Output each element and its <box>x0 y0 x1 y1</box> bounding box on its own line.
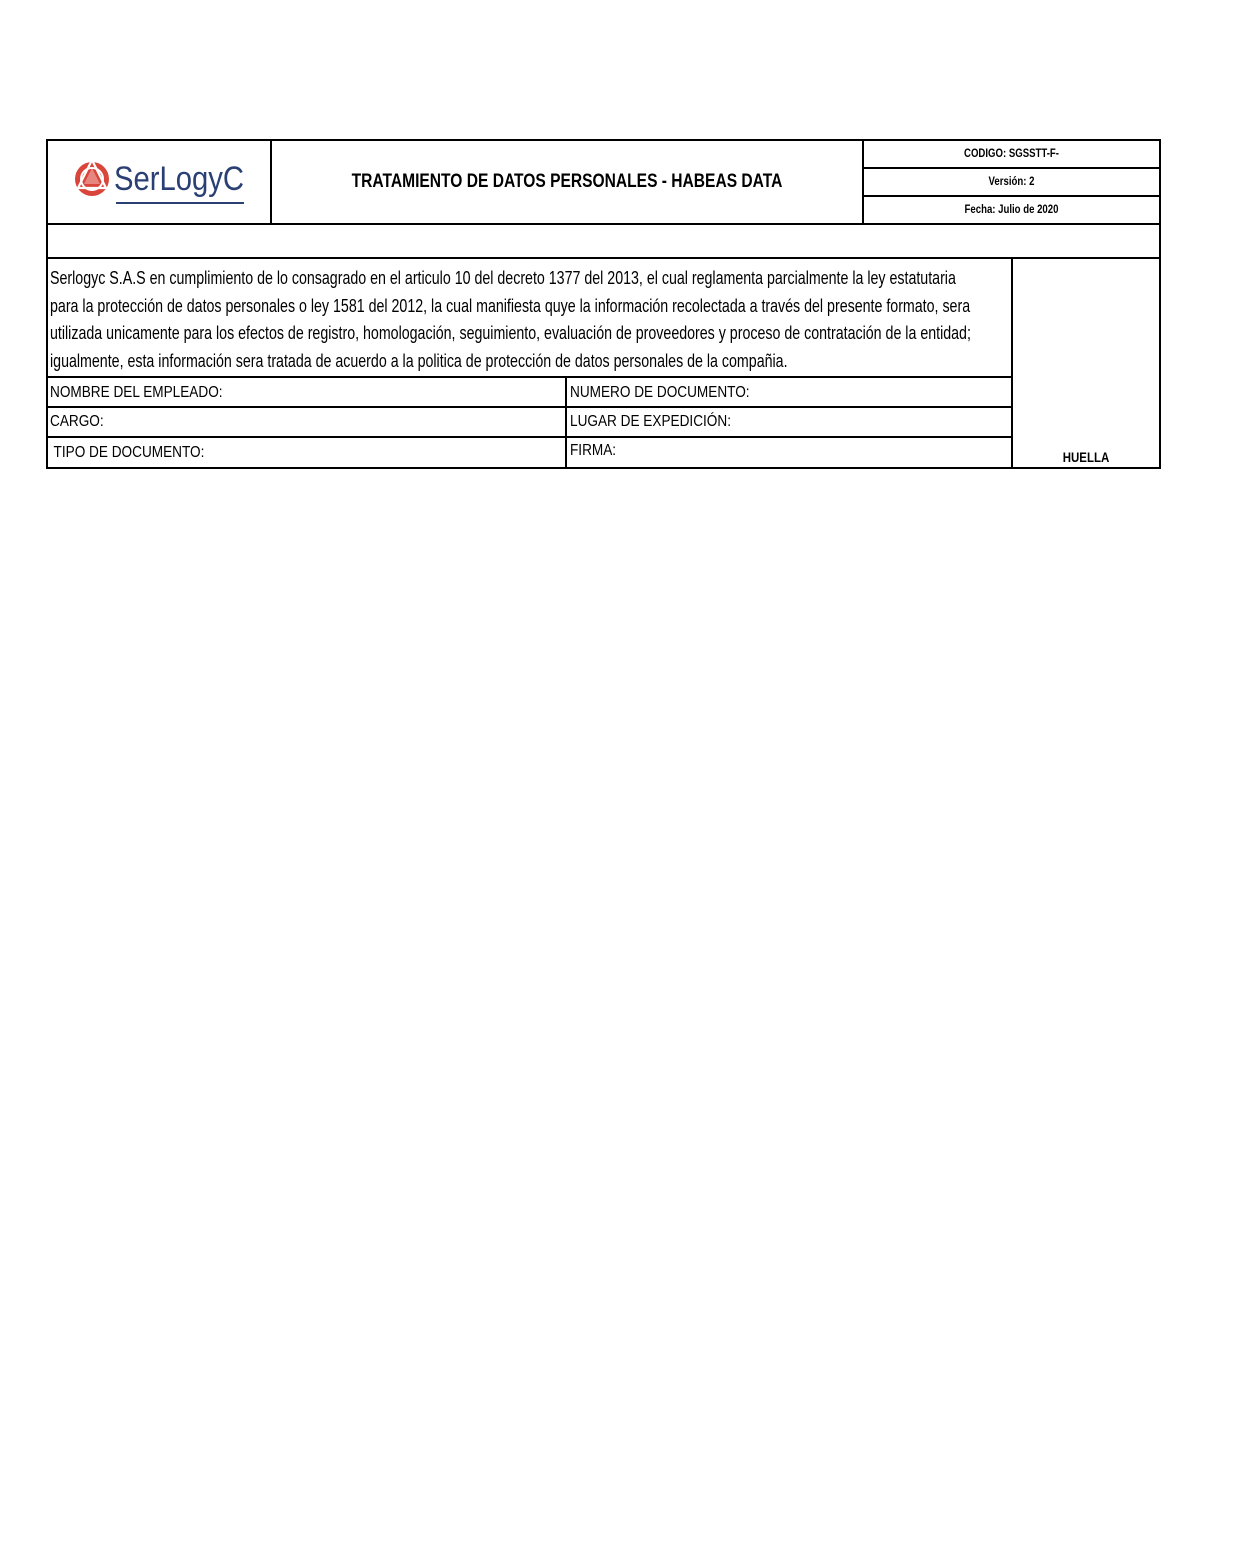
paragraph-line: utilizada unicamente para los efectos de registro, homologación, seguimiento, evaluación de proveedores y proceso de contratación de la entidad; <box>50 323 971 343</box>
consent-paragraph <box>50 265 1250 375</box>
divider-title-right <box>862 139 864 225</box>
field-firma-label: FIRMA: <box>570 442 617 459</box>
field-nombre-label: NOMBRE DEL EMPLEADO: <box>50 384 223 401</box>
divider-code-bottom <box>862 167 1161 169</box>
divider-row1-bottom <box>46 406 1013 408</box>
divider-paragraph-bottom <box>46 376 1013 378</box>
paragraph-line: igualmente, esta información sera tratada de acuerdo a la politica de protección de datos personales de la compañia. <box>50 350 788 371</box>
divider-row2-bottom <box>46 436 1013 438</box>
divider-header-bottom <box>46 223 1161 225</box>
divider-logo-right <box>270 139 272 225</box>
paragraph-line: para la protección de datos personales o ley 1581 del 2012, la cual manifiesta quye la información recolectada a través del presente formato, sera <box>50 295 971 316</box>
huella-label: HUELLA <box>1062 449 1110 465</box>
field-tipo-label: TIPO DE DOCUMENTO: <box>50 444 205 461</box>
document-title: TRATAMIENTO DE DATOS PERSONALES - HABEAS DATA <box>351 171 783 192</box>
document-date: Fecha: Julio de 2020 <box>964 202 1059 216</box>
divider-fields-middle <box>565 376 567 469</box>
divider-version-bottom <box>862 195 1161 197</box>
logo-text: SerLogyC <box>114 160 244 198</box>
document-version: Versión: 2 <box>988 174 1035 188</box>
paragraph-line: Serlogyc S.A.S en cumplimiento de lo consagrado en el articulo 10 del decreto 1377 del 2013, el cual reglamenta parcialmente la ley estatutaria <box>50 268 956 288</box>
field-lugar-label: LUGAR DE EXPEDICIÓN: <box>570 413 731 430</box>
logo-emblem-icon <box>75 160 109 196</box>
serlogyc-logo <box>70 148 250 214</box>
document-code: CODIGO: SGSSTT-F- <box>964 146 1059 160</box>
field-numero-label: NUMERO DE DOCUMENTO: <box>570 384 750 401</box>
divider-blank-row-bottom <box>46 257 1161 259</box>
field-cargo-label: CARGO: <box>50 413 104 430</box>
